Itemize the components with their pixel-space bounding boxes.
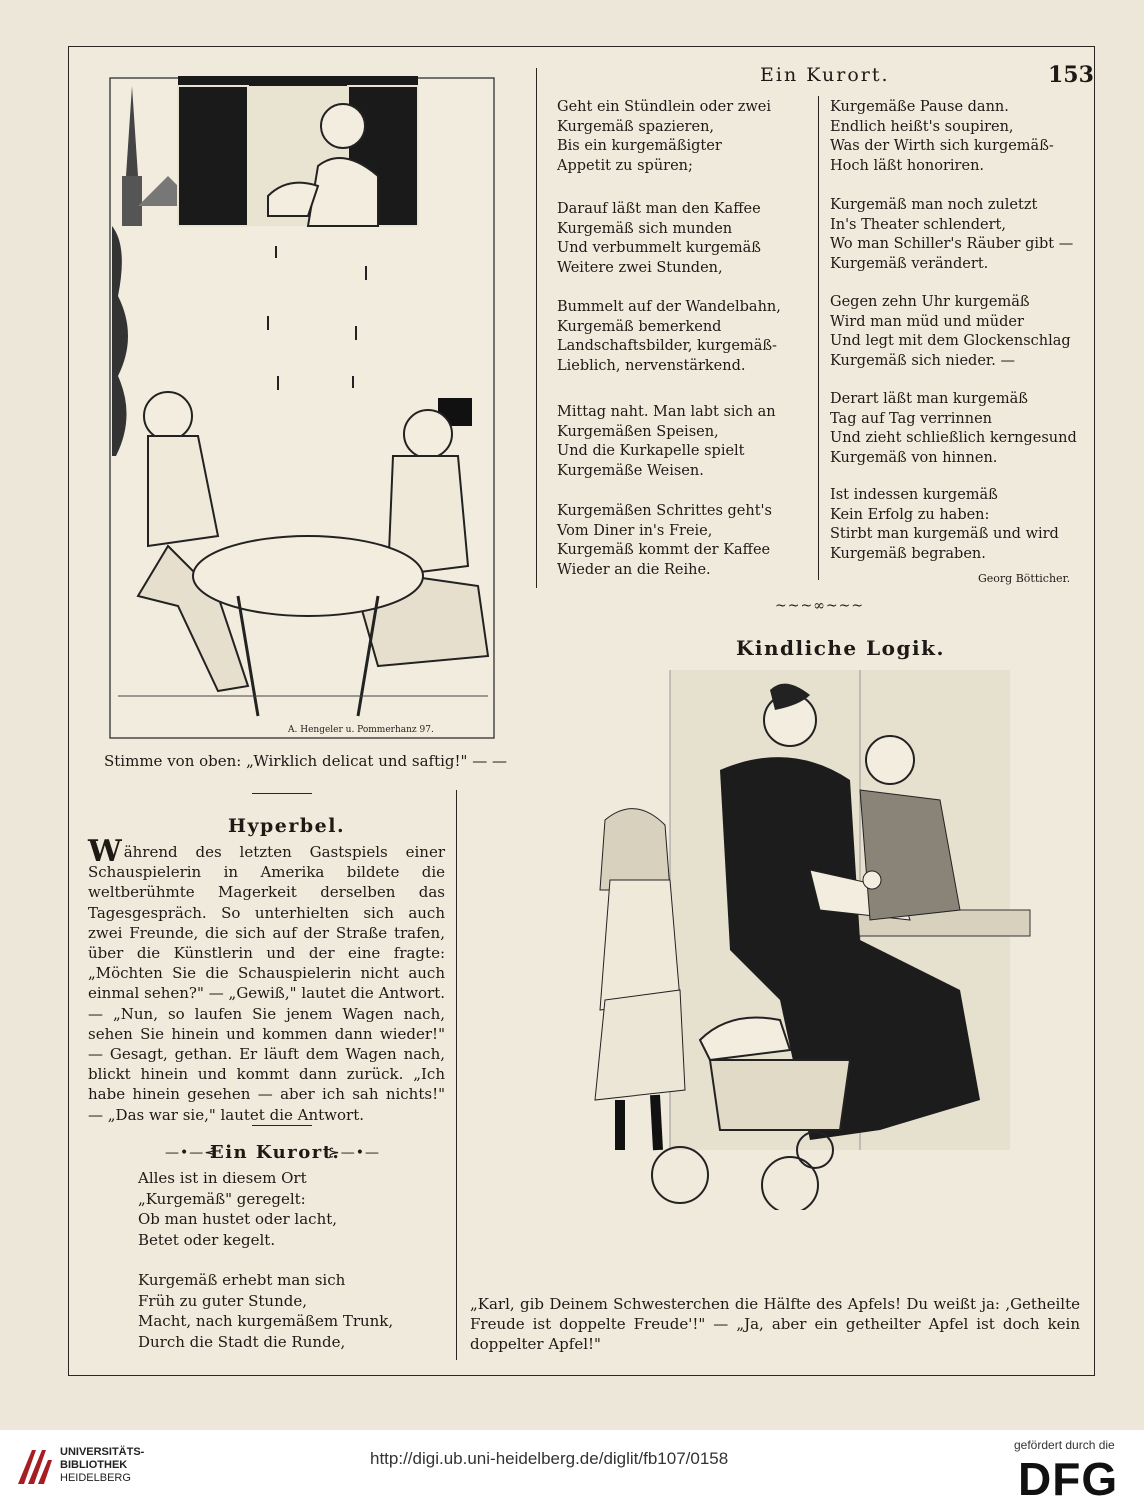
hyperbel-body: ährend des letzten Gastspiels einer Schauspielerin in Amerika bildete die weltberühmte Magerkeit derselben das Tagesgespräch. So unterhielten sich auch zwei Freunde, die sich auf der Straße trafen, über die Künstlerin und der eine fragte: „Möchten Sie die Schauspielerin nicht auch einmal sehen?" — „Gewiß," lautet die Antwort. — „Nun, so laufen Sie jenem Wagen nach, sehen Sie hinein und kommen dann wieder!" — Gesagt, gethan. Er läuft dem Wagen nach, blickt hinein und kommt dann zurück. „Ich habe hinein gesehen — aber ich sah nichts!" — „Das war sie," lautet die Antwort. <box>88 843 445 1124</box>
dfg-logo: DFG <box>1018 1453 1119 1505</box>
poem-stanza: Kurgemäße Pause dann. Endlich heißt's soupiren, Was der Wirth sich kurgemäß- Hoch läßt honoriren. <box>830 99 1054 174</box>
family-illustration <box>560 670 1060 1210</box>
page-number: 153 <box>1048 62 1094 88</box>
kurort-stanza: Alles ist in diesem Ort „Kurgemäß" geregelt: Ob man hustet oder lacht, Betet oder kegelt. <box>138 1169 338 1249</box>
poem-stanza: Darauf läßt man den Kaffee Kurgemäß sich munden Und verbummelt kurgemäß Weitere zwei Stunden, <box>557 201 761 276</box>
column-rule <box>818 96 819 580</box>
hyperbel-text <box>88 834 445 1125</box>
footer-bar <box>0 1430 1144 1510</box>
running-head: Ein Kurort. <box>760 64 890 86</box>
funded-by-label: gefördert durch die <box>1014 1438 1115 1452</box>
poem-stanza: Bummelt auf der Wandelbahn, Kurgemäß bemerkend Landschaftsbilder, kurgemäß- Lieblich, nervenstärkend. <box>557 299 781 374</box>
institution-name <box>60 1446 144 1485</box>
poem-stanza: Derart läßt man kurgemäß Tag auf Tag verrinnen Und zieht schließlich kerngesund Kurgemäß von hinnen. <box>830 391 1077 466</box>
kurort-title: Ein Kurort. <box>210 1142 341 1163</box>
institution-line: BIBLIOTHEK <box>60 1459 128 1471</box>
university-logo-icon <box>14 1444 54 1488</box>
poem-stanza: Kurgemäßen Schrittes geht's Vom Diner in's Freie, Kurgemäß kommt der Kaffee Wieder an die Reihe. <box>557 503 772 578</box>
hyperbel-title: Hyperbel. <box>228 815 346 837</box>
ornament-divider: ~~~∞~~~ <box>775 598 865 614</box>
poem-stanza: Ist indessen kurgemäß Kein Erfolg zu haben: Stirbt man kurgemäß und wird Kurgemäß begraben. <box>830 487 1059 562</box>
section-divider <box>252 1125 312 1126</box>
section-divider <box>252 793 312 794</box>
kindliche-title: Kindliche Logik. <box>736 636 945 660</box>
poem-stanza: Gegen zehn Uhr kurgemäß Wird man müd und müder Und legt mit dem Glockenschlag Kurgemäß sich nieder. — <box>830 294 1071 369</box>
kindliche-caption: „Karl, gib Deinem Schwesterchen die Hälfte des Apfels! Du weißt ja: ‚Getheilte Freude ist doppelte Freude'!" — „Ja, aber ein getheilter Apfel ist doch kein doppelter Apfel!" <box>470 1295 1080 1353</box>
institution-line: UNIVERSITÄTS- <box>60 1446 145 1458</box>
institution-line: HEIDELBERG <box>60 1472 131 1484</box>
kurort-stanza: Kurgemäß erhebt man sich Früh zu guter Stunde, Macht, nach kurgemäßem Trunk, Durch die Stadt die Runde, <box>138 1271 394 1351</box>
ornament-left: —•—⊰ <box>165 1145 217 1161</box>
column-rule <box>456 790 457 1360</box>
hyperbel-dropcap: W <box>88 834 122 869</box>
column-rule <box>536 68 537 588</box>
cartoon-signature: A. Hengeler u. Pommerhanz 97. <box>288 725 434 735</box>
cartoon-illustration <box>108 76 496 740</box>
poem-stanza: Geht ein Stündlein oder zwei Kurgemäß spazieren, Bis ein kurgemäßigter Appetit zu spüren; <box>557 99 772 174</box>
source-url-link[interactable]: http://digi.ub.uni-heidelberg.de/diglit/fb107/0158 <box>370 1449 729 1468</box>
poem-stanza: Mittag naht. Man labt sich an Kurgemäßen Speisen, Und die Kurkapelle spielt Kurgemäße Weisen. <box>557 404 776 479</box>
poem-author: Georg Bötticher. <box>978 572 1071 585</box>
cartoon-caption: Stimme von oben: „Wirklich delicat und saftig!" — — <box>104 752 507 770</box>
ornament-right: ⊱—•— <box>328 1145 380 1161</box>
poem-stanza: Kurgemäß man noch zuletzt In's Theater schlendert, Wo man Schiller's Räuber gibt — Kurgemäß verändert. <box>830 197 1074 272</box>
